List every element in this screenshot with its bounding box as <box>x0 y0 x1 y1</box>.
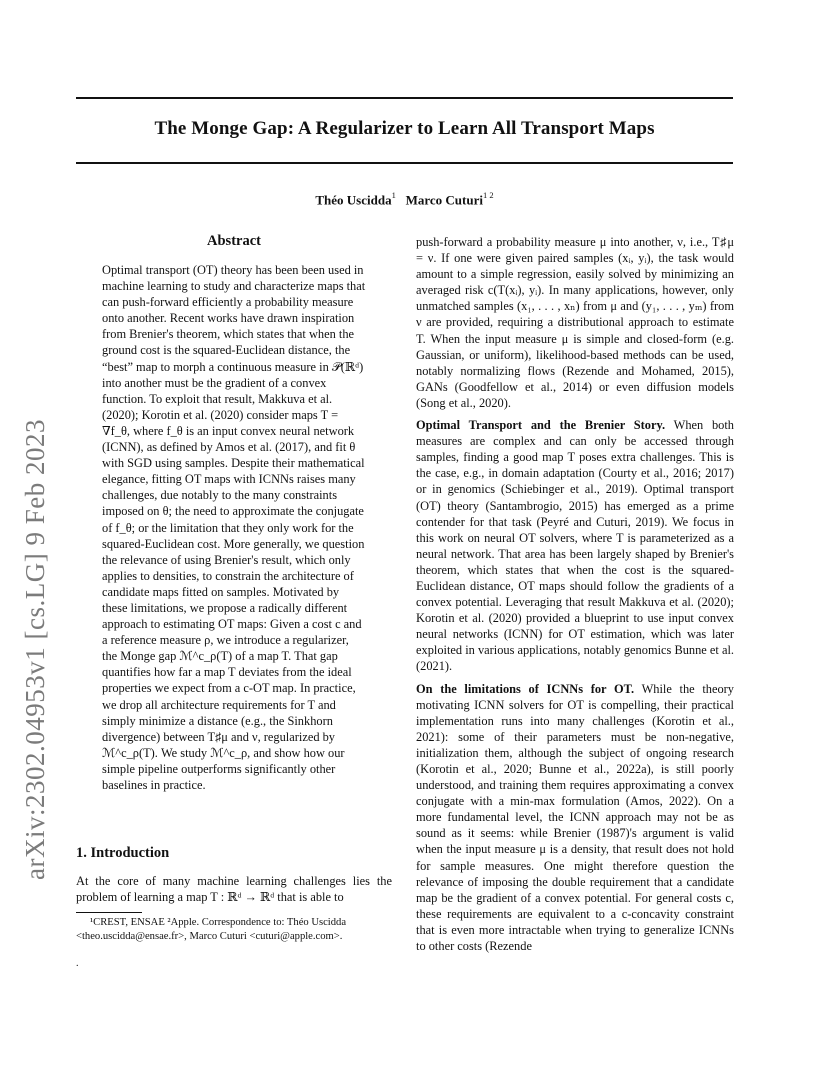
right-paragraph-1: push-forward a probability measure μ into another, ν, i.e., T♯μ = ν. If one were given paired samples (xᵢ, yᵢ), the task would amount to a simple regression, easily solved by minimizing an averaged risk c(T(xᵢ), yᵢ). In many applications, however, only unmatched samples (x₁, . . . , xₙ) from μ and (y₁, . . . , yₘ) from ν are provided, requiring a distributional approach to estimate T. When the input measure μ is simple and closed-form (e.g. Gaussian, or uniform), likelihood-based methods can be used, notably normalizing flows (Rezende and Mohamed, 2015), GANs (Goodfellow et al., 2014) or even diffusion models (Song et al., 2020). <box>416 235 734 410</box>
paper-title: The Monge Gap: A Regularizer to Learn All Transport Maps <box>154 118 655 139</box>
paragraph-heading-brenier: Optimal Transport and the Brenier Story. <box>416 418 666 433</box>
title-rule <box>76 162 733 164</box>
arxiv-stamp: arXiv:2302.04953v1 [cs.LG] 9 Feb 2023 <box>20 419 50 880</box>
footnote-text: ¹CREST, ENSAE ²Apple. Correspondence to: Théo Uscidda <theo.uscidda@ensae.fr>, Marco Cuturi <cuturi@apple.com>. <box>76 917 347 942</box>
section-heading-introduction: 1. Introduction <box>76 845 170 861</box>
footnote-rule <box>76 912 142 913</box>
footnote <box>76 916 392 944</box>
author-1: Théo Uscidda <box>315 192 392 208</box>
paragraph-heading-icnn: On the limitations of ICNNs for OT. <box>416 681 635 696</box>
abstract-text: Optimal transport (OT) theory has been been used in machine learning to study and characterize maps that can push-forward efficiently a probability measure onto another. Recent works have drawn inspiration from Brenier's theorem, which states that when the ground cost is the squared-Euclidean distance, the “best” map to morph a continuous measure in 𝒫(ℝᵈ) into another must be the gradient of a convex function. To exploit that result, Makkuva et al. (2020); Korotin et al. (2020) consider maps T = ∇f_θ, where f_θ is an input convex neural network (ICNN), as defined by Amos et al. (2017), and fit θ with SGD using samples. Despite their mathematical elegance, fitting OT maps with ICNNs raises many challenges, due notably to the many constraints imposed on θ; the need to approximate the conjugate of f_θ; or the limitation that they only work for the squared-Euclidean cost. More generally, we question the relevance of using Brenier's result, which only applies to densities, to constrain the architecture of candidate maps fitted on samples. Motivated by these limitations, we propose a radically different approach to estimating OT maps: Given a cost c and a reference measure ρ, we introduce a regularizer, the Monge gap ℳ^c_ρ(T) of a map T. That gap quantifies how far a map T deviates from the ideal properties we expect from a c-OT map. In practice, we drop all architecture requirements for T and simply minimize a distance (e.g., the Sinkhorn divergence) between T♯μ and ν, regularized by ℳ^c_ρ(T). We study ℳ^c_ρ, and show how our simple pipeline outperforms significantly other baselines in practice. <box>102 263 366 792</box>
top-rule <box>76 97 733 99</box>
author-2: Marco Cuturi <box>405 192 483 208</box>
introduction-body <box>76 873 392 905</box>
author-1-affil: 1 <box>391 190 396 200</box>
abstract-body <box>102 262 366 793</box>
right-paragraph-3 <box>416 681 734 955</box>
author-line <box>76 191 733 208</box>
author-2-affil: 1 2 <box>482 190 494 200</box>
introduction-text: At the core of many machine learning challenges lies the problem of learning a map T : ℝᵈ → ℝᵈ that is able to <box>76 874 392 905</box>
right-paragraph-2 <box>416 417 734 675</box>
right-column <box>416 234 734 960</box>
right-paragraph-2-text: When both measures are complex and can only be accessed through samples, finding a good map T poses extra challenges. This is the case, e.g., in domain adaptation (Courty et al., 2016; 2017) or in genomics (Schiebinger et al., 2019). Optimal transport (OT) theory (Santambrogio, 2015) has emerged as a prime contender for that task (Peyré and Cuturi, 2019). We focus in this work on neural OT solvers, where T is parameterized as a neural network. That area has been largely shaped by Brenier's theorem, which states that when the cost is the squared-Euclidean distance, OT maps should follow the gradients of a convex potential. Leveraging that result Makkuva et al. (2020); Korotin et al. (2020) provided a blueprint to use input convex neural networks (ICNN) for OT estimation, which was later exploited in various applications, notably genomics Bunne et al. (2021). <box>416 418 735 674</box>
abstract-heading: Abstract <box>207 233 261 249</box>
footnote-marker: . <box>76 958 79 969</box>
right-paragraph-3-text: While the theory motivating ICNN solvers for OT is compelling, their practical implementation runs into many challenges (Korotin et al., 2021): some of their parameters must be non-negative, initialization them, although the subject of ongoing research (Korotin et al., 2020; Bunne et al., 2022a), is still poorly understood, and training them requires approximating a convex conjugate with a min-max formulation (Amos, 2022). On a more fundamental level, the ICNN approach may not be as sound as it seems: while Brenier (1987)'s argument is valid when the input measure μ is a density, that result does not hold for sample measures. One might therefore question the relevance of imposing the double requirement that a candidate map be the gradient of a convex potential. For general costs c, these requirements are equivalent to a c-concavity constraint that is even more intractable when trying to generalize ICNNs to other costs (Rezende <box>416 681 734 954</box>
